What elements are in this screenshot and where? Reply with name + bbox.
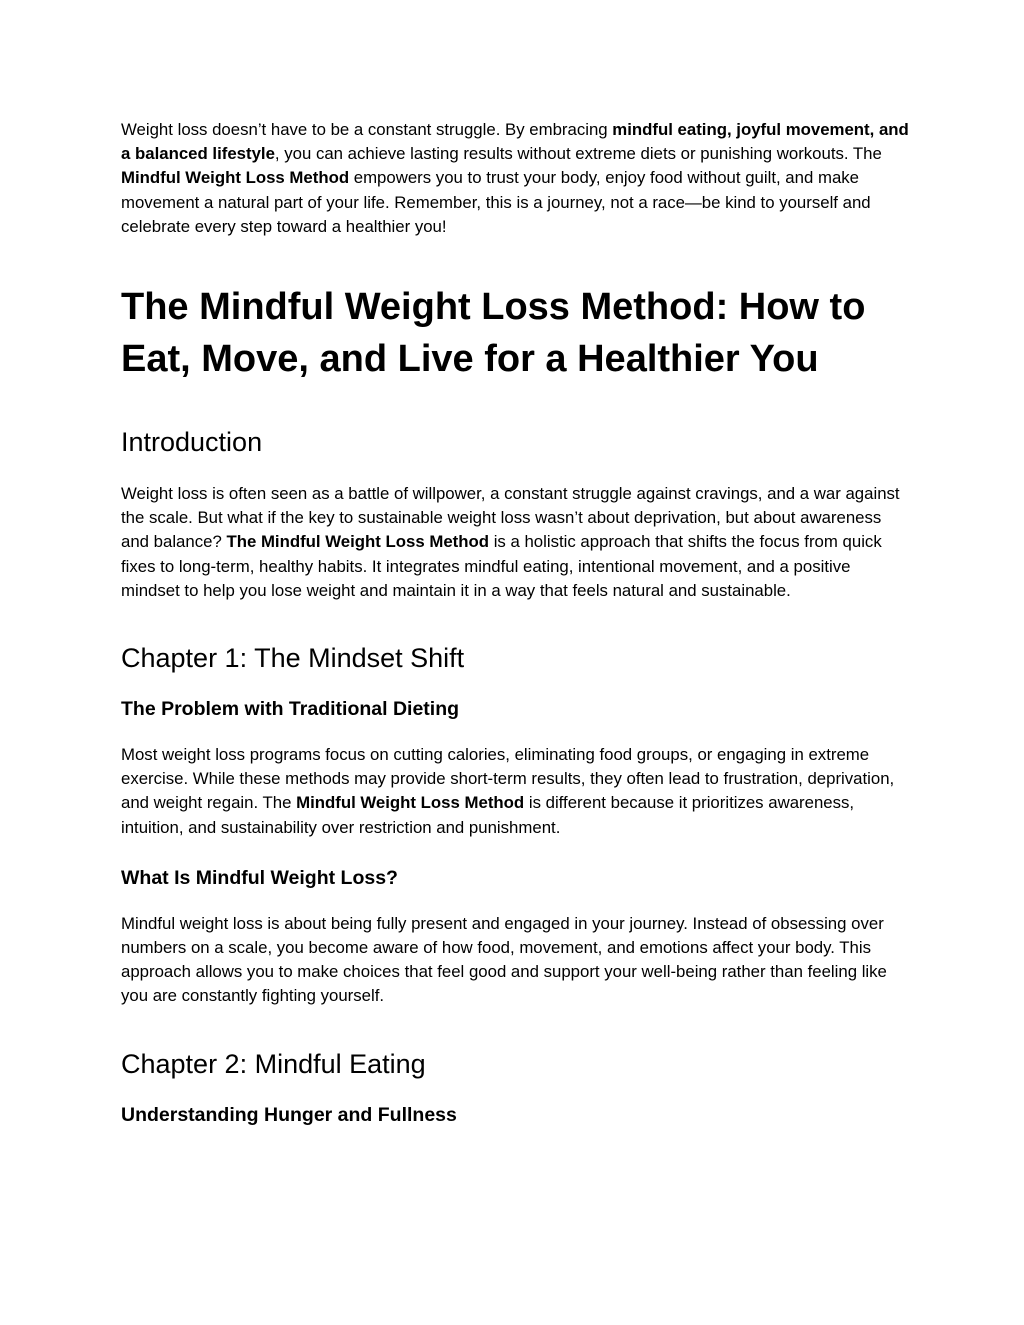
document-page xyxy=(121,118,911,1128)
chapter1-sub1-bold-1: Mindful Weight Loss Method xyxy=(296,793,525,813)
introduction-paragraph xyxy=(121,482,911,603)
intro-text-2: , you can achieve lasting results without extreme diets or punishing workouts. The xyxy=(274,144,882,164)
chapter1-sub1-heading: The Problem with Traditional Dieting xyxy=(121,698,460,721)
introduction-text-2: is a holistic approach that shifts the focus from quick fixes to long-term, healthy habits. It integrates mindful eating, intentional movement, and a positive mindset to help you lose weight and maintain it in a way that feels natural and sustainable. xyxy=(121,532,882,600)
intro-bold-1: mindful eating, joyful movement, and a balanced lifestyle xyxy=(121,120,909,164)
intro-text-3: empowers you to trust your body, enjoy food without guilt, and make movement a natural part of your life. Remember, this is a journey, not a race—be kind to yourself and celebrate every step toward a healthier you! xyxy=(121,168,871,236)
intro-bold-2: Mindful Weight Loss Method xyxy=(121,168,350,188)
chapter1-heading: Chapter 1: The Mindset Shift xyxy=(121,643,465,674)
chapter1-sub2-heading: What Is Mindful Weight Loss? xyxy=(121,866,398,889)
intro-paragraph xyxy=(121,118,911,239)
chapter1-sub1-text-2: is different because it prioritizes awareness, intuition, and sustainability over restriction and punishment. xyxy=(121,793,855,837)
chapter2-sub1-heading: Understanding Hunger and Fullness xyxy=(121,1103,457,1126)
introduction-bold-1: The Mindful Weight Loss Method xyxy=(226,532,490,552)
document-title: The Mindful Weight Loss Method: How to Eat, Move, and Live for a Healthier You xyxy=(121,286,866,381)
chapter1-sub2-paragraph: Mindful weight loss is about being fully present and engaged in your journey. Instead of obsessing over numbers on a scale, you become aware of how food, movement, and emotions affect your body. This approach allows you to make choices that feel good and support your well-being rather than feeling like you are constantly fighting yourself. xyxy=(121,913,887,1006)
introduction-heading: Introduction xyxy=(121,427,263,458)
introduction-text-1: Weight loss is often seen as a battle of willpower, a constant struggle against cravings, and a war against the scale. But what if the key to sustainable weight loss wasn’t about deprivation, but about awareness and balance? xyxy=(121,484,900,552)
intro-text-1: Weight loss doesn’t have to be a constant struggle. By embracing xyxy=(121,120,613,139)
chapter1-sub1-paragraph xyxy=(121,743,911,840)
chapter2-heading: Chapter 2: Mindful Eating xyxy=(121,1048,426,1079)
chapter1-sub1-text-1: Most weight loss programs focus on cutting calories, eliminating food groups, or engaging in extreme exercise. While these methods may provide short-term results, they often lead to frustration, deprivation, and weight regain. The xyxy=(121,745,895,813)
